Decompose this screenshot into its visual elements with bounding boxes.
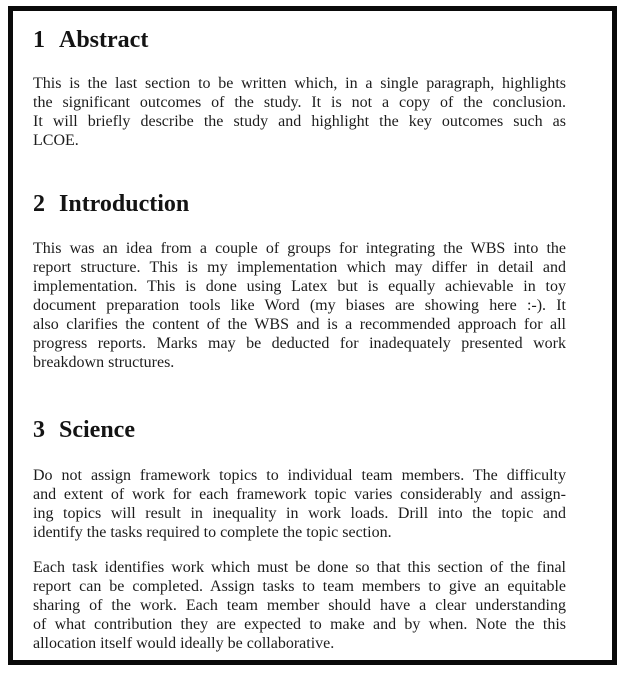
section-title: Science (59, 417, 135, 443)
text-line: sharing of the work. Each team member should have a clear understanding (33, 597, 566, 614)
text-line: report structure. This is my implementation which may differ in detail and (33, 259, 566, 276)
text-line: document preparation tools like Word (my biases are showing here :-). It (33, 297, 566, 314)
text-line: and extent of work for each framework topic varies considerably and assign- (33, 486, 566, 503)
document-page-frame (8, 6, 617, 665)
section-number: 1 (33, 27, 45, 53)
section-heading (33, 191, 566, 217)
section-heading (33, 27, 566, 53)
paragraph (33, 74, 566, 150)
paragraph (33, 558, 566, 653)
text-line: Each task identifies work which must be done so that this section of the final (33, 559, 566, 576)
text-line: This was an idea from a couple of groups for integrating the WBS into the (33, 240, 566, 257)
text-line: Do not assign framework topics to individual team members. The difficulty (33, 467, 566, 484)
text-line: of what contribution they are expected to make and by when. Note the this (33, 616, 566, 633)
section-number: 2 (33, 191, 45, 217)
text-line: progress reports. Marks may be deducted for inadequately presented work (33, 335, 566, 352)
text-line: ing topics will result in inequality in work loads. Drill into the topic and (33, 505, 566, 522)
paragraph (33, 239, 566, 372)
section-title: Introduction (59, 191, 190, 217)
section-number: 3 (33, 417, 45, 443)
text-line: This is the last section to be written which, in a single paragraph, highlights (33, 75, 566, 92)
text-line: It will briefly describe the study and highlight the key outcomes such as (33, 113, 566, 130)
text-line: report can be completed. Assign tasks to team members to give an equitable (33, 578, 566, 595)
section-title: Abstract (59, 27, 149, 53)
text-line: allocation itself would ideally be collaborative. (33, 635, 335, 652)
section-heading (33, 417, 566, 443)
text-line: identify the tasks required to complete the topic section. (33, 524, 392, 541)
section-abstract (33, 27, 566, 150)
section-introduction (33, 191, 566, 372)
text-line: also clarifies the content of the WBS and is a recommended approach for all (33, 316, 566, 333)
text-line: implementation. This is done using Latex but is equally achievable in toy (33, 278, 566, 295)
text-line: LCOE. (33, 132, 79, 149)
paragraph (33, 466, 566, 542)
text-line: the significant outcomes of the study. It is not a copy of the conclusion. (33, 94, 566, 111)
section-science (33, 417, 566, 653)
text-line: breakdown structures. (33, 354, 175, 371)
